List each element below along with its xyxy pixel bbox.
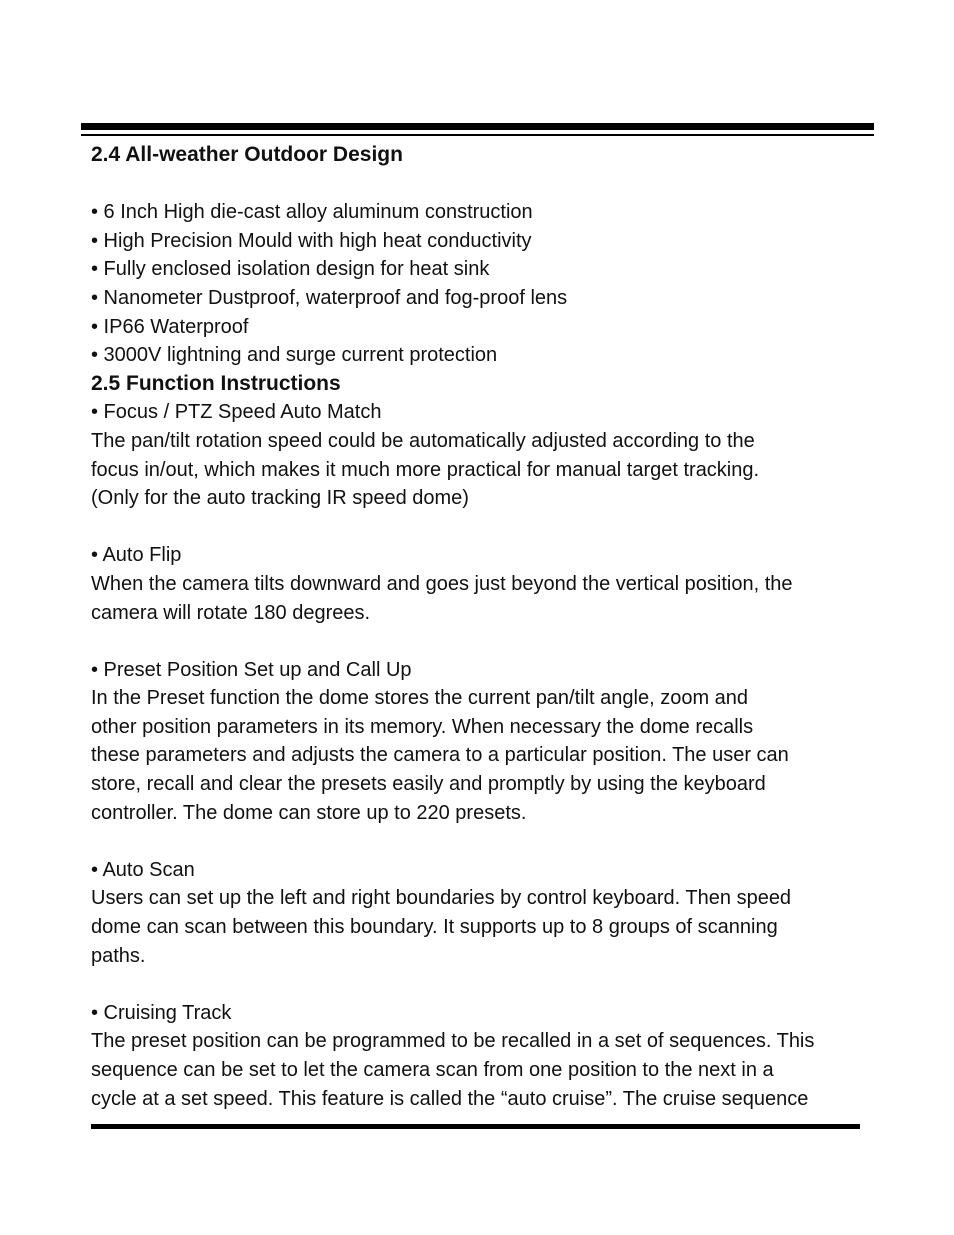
- feature-text-line: The pan/tilt rotation speed could be automatically adjusted according to the: [91, 429, 755, 452]
- spacer: [91, 627, 866, 656]
- bullet-item: • Fully enclosed isolation design for heat sink: [91, 258, 490, 281]
- spacer: [91, 513, 866, 542]
- feature-text-line: paths.: [91, 944, 146, 967]
- feature-text-line: In the Preset function the dome stores the current pan/tilt angle, zoom and: [91, 687, 749, 710]
- feature-text-line: controller. The dome can store up to 220 presets.: [91, 801, 527, 824]
- feature-cruising-track: [91, 999, 866, 1113]
- bullet-item: • 3000V lightning and surge current protection: [91, 344, 498, 367]
- feature-text-line: dome can scan between this boundary. It supports up to 8 groups of scanning: [91, 916, 778, 939]
- section-2-4-title: 2.4 All-weather Outdoor Design: [91, 143, 403, 166]
- bullet-item: • IP66 Waterproof: [91, 315, 249, 338]
- feature-text-line: Users can set up the left and right boundaries by control keyboard. Then speed: [91, 887, 792, 910]
- feature-name: • Focus / PTZ Speed Auto Match: [91, 401, 382, 424]
- feature-auto-scan: [91, 856, 866, 970]
- bullet-item: • Nanometer Dustproof, waterproof and fog-proof lens: [91, 286, 568, 309]
- bullet-item: • 6 Inch High die-cast alloy aluminum construction: [91, 201, 533, 224]
- section-2-5-title: 2.5 Function Instructions: [91, 371, 341, 395]
- feature-text-line: store, recall and clear the presets easily and promptly by using the keyboard: [91, 773, 766, 796]
- spacer: [91, 827, 866, 856]
- section-2-4-bullets: [91, 198, 866, 370]
- feature-text-line: sequence can be set to let the camera scan from one position to the next in a: [91, 1059, 774, 1081]
- spacer: [91, 170, 866, 199]
- feature-text-line: cycle at a set speed. This feature is called the “auto cruise”. The cruise sequence: [91, 1087, 809, 1110]
- feature-text-line: The preset position can be programmed to be recalled in a set of sequences. This: [91, 1030, 815, 1053]
- feature-name: • Preset Position Set up and Call Up: [91, 658, 412, 681]
- feature-text-line: When the camera tilts downward and goes just beyond the vertical position, the: [91, 572, 793, 595]
- feature-text-line: these parameters and adjusts the camera to a particular position. The user can: [91, 744, 789, 767]
- feature-name: • Cruising Track: [91, 1001, 232, 1024]
- spacer: [91, 970, 866, 999]
- feature-text-line: other position parameters in its memory. When necessary the dome recalls: [91, 715, 754, 738]
- document-body: [91, 141, 866, 1113]
- header-rule-thin: [81, 134, 874, 136]
- feature-preset-position: [91, 656, 866, 828]
- feature-text-line: camera will rotate 180 degrees.: [91, 601, 371, 624]
- header-rule-thick: [81, 123, 874, 130]
- feature-name: • Auto Flip: [91, 544, 182, 567]
- feature-name: • Auto Scan: [91, 858, 195, 881]
- footer-rule: [91, 1124, 860, 1129]
- feature-text-line: (Only for the auto tracking IR speed dome): [91, 487, 469, 510]
- feature-text-line: focus in/out, which makes it much more practical for manual target tracking.: [91, 458, 760, 481]
- feature-auto-flip: [91, 541, 866, 627]
- feature-focus-ptz: [91, 398, 866, 512]
- bullet-item: • High Precision Mould with high heat conductivity: [91, 229, 532, 252]
